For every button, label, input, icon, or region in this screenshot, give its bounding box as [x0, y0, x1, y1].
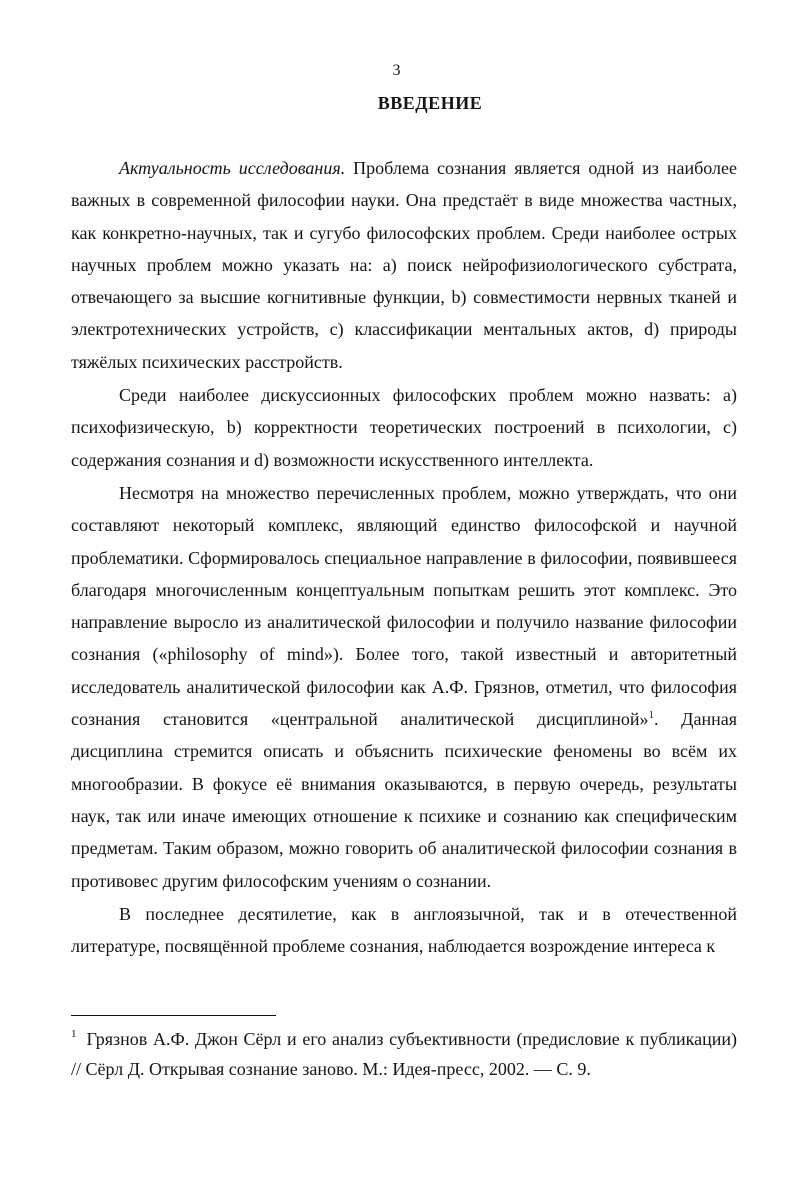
paragraph-relevance	[71, 152, 737, 378]
footnote-reference[interactable]: 1	[648, 709, 654, 722]
main-text	[71, 152, 737, 962]
footnote	[71, 1024, 737, 1084]
paragraph-text: . Данная дисциплина стремится описать и объяснить психические феномены во всём их многообразии. В фокусе её внимания оказываются, в первую очередь, результаты наук, так или иначе имеющих отношение к психике и сознанию как специфическим предметам. Таким образом, можно говорить об аналитической философии сознания в противовес другим философским учениям о сознании.	[71, 709, 737, 891]
footnote-divider	[71, 1015, 276, 1016]
paragraph-philosophy-of-mind	[71, 477, 737, 897]
footnote-marker: 1	[71, 1028, 77, 1040]
paragraph-last-decade: В последнее десятилетие, как в англоязычной, так и в отечественной литературе, посвящённой проблеме сознания, наблюдается возрождение интереса к	[71, 903, 737, 957]
paragraph-text: Несмотря на множество перечисленных проблем, можно утверждать, что они составляют некоторый комплекс, являющий единство философской и научной проблематики. Сформировалось специальное направление в философии, появившееся благодаря многочисленным концептуальным попыткам решить этот комплекс. Это направление выросло из аналитической философии и получило название философии сознания («philosophy of mind»). Более того, такой известный и авторитетный исследователь аналитической философии как А.Ф. Грязнов, отметил, что философия сознания становится «центральной аналитической дисциплиной»	[71, 482, 737, 730]
page-title: ВВЕДЕНИЕ	[377, 93, 483, 113]
footnote-text: Грязнов А.Ф. Джон Сёрл и его анализ субъективности (предисловие к публикации) // Сёрл Д. Открывая сознание заново. М.: Идея-пресс, 2002. — С. 9.	[71, 1029, 737, 1079]
relevance-lead: Актуальность исследования.	[119, 158, 346, 178]
page-number: 3	[392, 62, 401, 79]
paragraph-text: Проблема сознания является одной из наиболее важных в современной философии науки. Она предстаёт в виде множества частных, как конкретно-научных, так и сугубо философских проблем. Среди наиболее острых научных проблем можно указать на: a) поиск нейрофизиологического субстрата, отвечающего за высшие когнитивные функции, b) совместимости нервных тканей и электротехнических устройств, c) классификации ментальных актов, d) природы тяжёлых психических расстройств.	[71, 158, 737, 372]
paragraph-philosophical-problems: Среди наиболее дискуссионных философских проблем можно назвать: a) психофизическую, b) корректности теоретических построений в психологии, c) содержания сознания и d) возможности искусственного интеллекта.	[71, 385, 737, 470]
